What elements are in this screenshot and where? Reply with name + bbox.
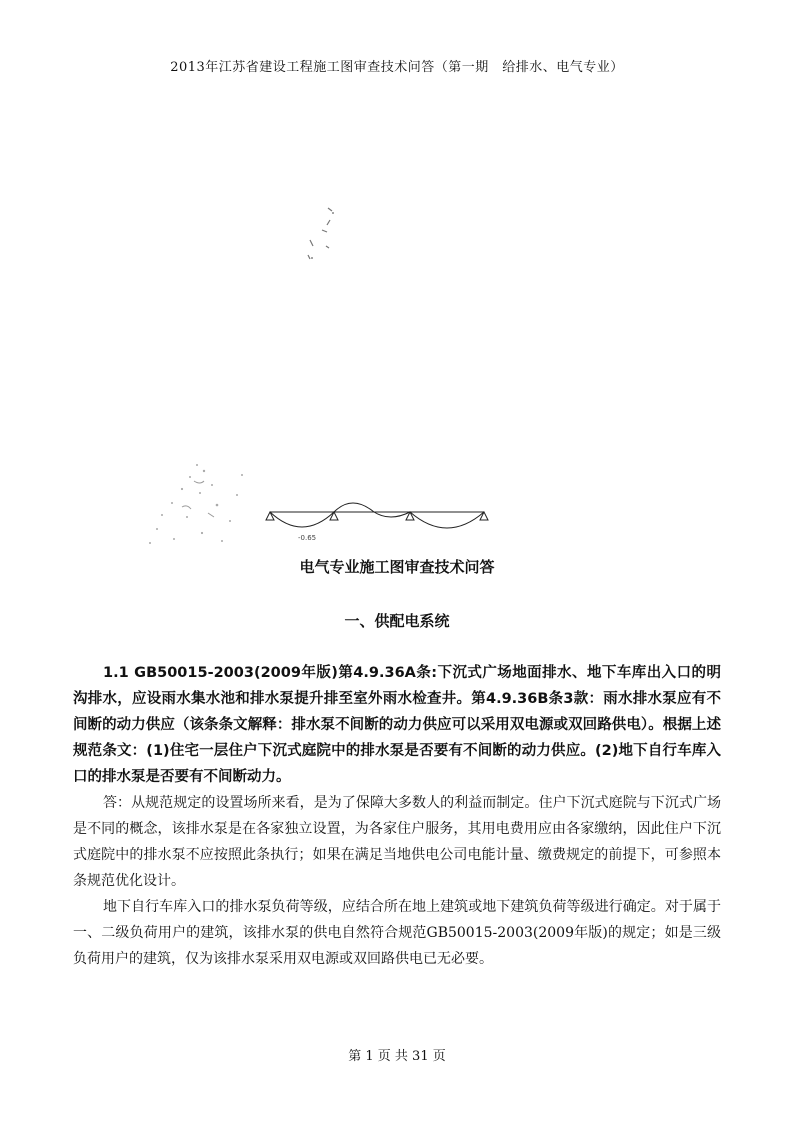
- beam-moment-diagram: [262, 494, 492, 554]
- page-footer: 第 1 页 共 31 页: [348, 1049, 446, 1064]
- section-heading: 一、供配电系统: [344, 612, 450, 630]
- question-1-1: 1.1 GB50015-2003(2009年版)第4.9.36A条:下沉式广场地面排水、地下车库出入口的明沟排水，应设雨水集水池和排水泵提升排至室外雨水检查井。第4.9.36B条3款：雨水排水泵应有不间断的动力供应（该条条文解释：排水泵不间断的动力供应可以采用双电源或双回路供电）。根据上述规范条文：(1)住宅一层住户下沉式庭院中的排水泵是否要有不间断的动力供应。(2)地下自行车库入口的排水泵是否要有不间断动力。: [73, 665, 721, 785]
- answer-paragraph-2: 地下自行车库入口的排水泵负荷等级，应结合所在地上建筑或地下建筑负荷等级进行确定。对于属于一、二级负荷用户的建筑，该排水泵的供电自然符合规范GB50015-2003(2009年版)的规定；如是三级负荷用户的建筑，仅为该排水泵采用双电源或双回路供电已无必要。: [73, 899, 721, 967]
- answer-paragraph-1: 答：从规范规定的设置场所来看，是为了保障大多数人的利益而制定。住户下沉式庭院与下沉式广场是不同的概念，该排水泵是在各家独立设置，为各家住户服务，其用电费用应由各家缴纳，因此住户下沉式庭院中的排水泵不应按照此条执行；如果在满足当地供电公司电能计量、缴费规定的前提下，可参照本条规范优化设计。: [73, 795, 721, 889]
- level-label: -0.65: [298, 534, 317, 542]
- document-title: 电气专业施工图审查技术问答: [299, 558, 495, 576]
- scan-artifact-left: [142, 455, 252, 550]
- page-header: 2013年江苏省建设工程施工图审查技术问答（第一期 给排水、电气专业）: [170, 60, 624, 75]
- scan-artifact-top: [300, 200, 350, 270]
- document-body: [73, 660, 721, 972]
